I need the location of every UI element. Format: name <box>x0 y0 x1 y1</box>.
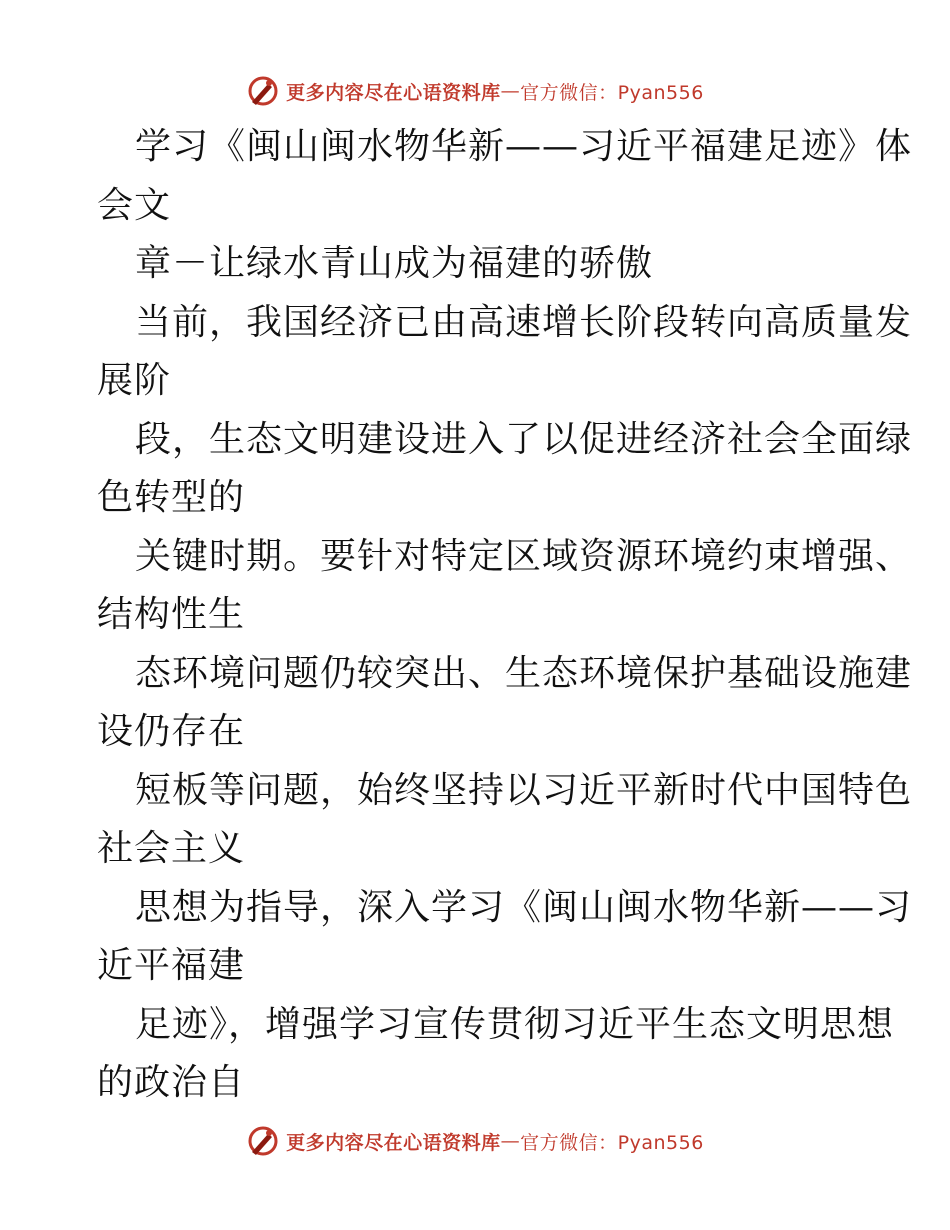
text-line: 当前，我国经济已由高速增长阶段转向高质量发 <box>135 301 913 343</box>
header-watermark <box>0 71 950 111</box>
text-line: 思想为指导，深入学习《闽山闽水物华新——习 <box>135 886 913 928</box>
text-line: 会文 <box>97 184 172 226</box>
text-line: 设仍存在 <box>97 711 246 752</box>
text-line: 近平福建 <box>97 945 246 986</box>
watermark-brand: 更多内容尽在心语资料库 <box>286 81 501 104</box>
text-line: 段，生态文明建设进入了以促进经济社会全面绿 <box>135 418 913 460</box>
pen-circle-logo-icon <box>246 74 280 108</box>
text-line: 的政治自 <box>97 1062 246 1103</box>
watermark-wechat: 官方微信：Pyan556 <box>520 81 704 104</box>
watermark-separator: — <box>500 80 521 102</box>
pen-circle-logo-icon <box>246 1124 280 1158</box>
text-line: 色转型的 <box>97 477 246 518</box>
document-body <box>97 118 913 1113</box>
text-line: 章－让绿水青山成为福建的骄傲 <box>135 243 654 284</box>
text-line: 社会主义 <box>97 828 246 869</box>
text-line: 结构性生 <box>97 594 246 635</box>
text-line: 展阶 <box>97 360 172 401</box>
footer-watermark <box>0 1121 950 1161</box>
watermark-wechat: 官方微信：Pyan556 <box>520 1131 704 1154</box>
text-line: 学习《闽山闽水物华新——习近平福建足迹》体 <box>135 126 913 167</box>
watermark-brand: 更多内容尽在心语资料库 <box>286 1131 501 1154</box>
watermark-separator: — <box>500 1130 521 1152</box>
text-line: 足迹》，增强学习宣传贯彻习近平生态文明思想 <box>135 1003 895 1045</box>
text-line: 态环境问题仍较突出、生态环境保护基础设施建 <box>135 652 913 694</box>
text-line: 关键时期。要针对特定区域资源环境约束增强、 <box>135 535 913 577</box>
text-line: 短板等问题，始终坚持以习近平新时代中国特色 <box>135 769 913 811</box>
